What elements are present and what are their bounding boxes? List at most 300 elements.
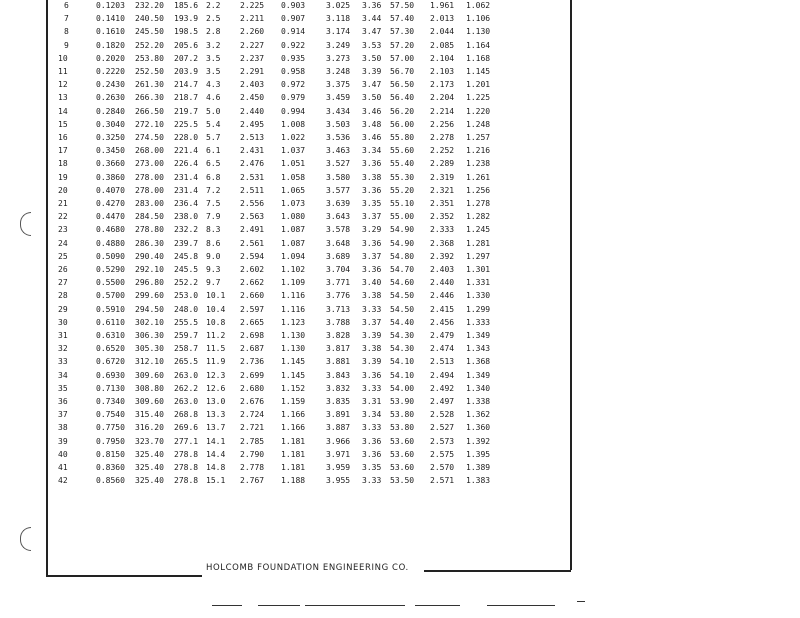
table-cell: 55.10 bbox=[390, 199, 415, 208]
table-cell: 278.00 bbox=[135, 185, 164, 195]
table-cell: 3.36 bbox=[362, 436, 382, 446]
table-cell: 3.788 bbox=[326, 317, 351, 327]
table-cell: 316.20 bbox=[135, 423, 164, 433]
table-cell: 1.145 bbox=[281, 357, 306, 367]
table-cell: 2.662 bbox=[240, 278, 265, 288]
table-cell: 21 bbox=[58, 199, 68, 208]
table-cell: 35 bbox=[58, 383, 68, 393]
table-cell: 54.80 bbox=[390, 251, 415, 261]
table-cell: 11 bbox=[58, 67, 68, 76]
table-cell: 2.085 bbox=[430, 40, 455, 50]
table-cell: 3.832 bbox=[326, 383, 351, 393]
table-cell: 2.491 bbox=[240, 225, 265, 235]
table-cell: 261.30 bbox=[135, 80, 164, 90]
table-cell: 1.201 bbox=[466, 80, 491, 90]
table-cell: 29 bbox=[58, 304, 68, 314]
table-cell: 1.102 bbox=[281, 265, 306, 274]
table-cell: 1.257 bbox=[466, 133, 491, 142]
table-cell: 3.53 bbox=[362, 40, 382, 50]
table-cell: 3.5 bbox=[206, 67, 221, 76]
table-cell: 0.7750 bbox=[96, 423, 125, 433]
table-cell: 315.40 bbox=[135, 410, 164, 420]
table-cell: 2.556 bbox=[240, 199, 265, 208]
table-cell: 3.31 bbox=[362, 397, 382, 406]
table-cell: 7.2 bbox=[206, 185, 221, 195]
table-cell: 3.891 bbox=[326, 410, 351, 420]
table-cell: 26 bbox=[58, 265, 68, 274]
table-cell: 3.463 bbox=[326, 146, 351, 156]
table-cell: 3.48 bbox=[362, 119, 382, 129]
table-cell: 1.301 bbox=[466, 265, 491, 274]
table-cell: 3.704 bbox=[326, 265, 351, 274]
table-cell: 57.40 bbox=[390, 14, 415, 24]
table-cell: 56.50 bbox=[390, 80, 415, 90]
table-cell: 2.104 bbox=[430, 53, 455, 63]
table-cell: 203.9 bbox=[174, 67, 199, 76]
table-cell: 0.1610 bbox=[96, 27, 125, 37]
table-cell: 306.30 bbox=[135, 331, 164, 340]
table-cell: 2.291 bbox=[240, 67, 265, 76]
table-cell: 55.80 bbox=[390, 133, 415, 142]
table-cell: 1.383 bbox=[466, 476, 491, 486]
table-cell: 1.188 bbox=[281, 476, 306, 486]
table-cell: 1.130 bbox=[281, 344, 306, 354]
table-cell: 0.922 bbox=[281, 40, 306, 50]
table-cell: 56.20 bbox=[390, 106, 415, 116]
table-cell: 1.181 bbox=[281, 463, 306, 472]
table-cell: 33 bbox=[58, 357, 68, 367]
table-cell: 3.5 bbox=[206, 53, 221, 63]
table-cell: 3.39 bbox=[362, 67, 382, 76]
table-cell: 2.563 bbox=[240, 212, 265, 222]
table-cell: 54.30 bbox=[390, 344, 415, 354]
table-cell: 3.578 bbox=[326, 225, 351, 235]
table-cell: 252.20 bbox=[135, 40, 164, 50]
table-cell: 31 bbox=[58, 331, 68, 340]
table-cell: 2.665 bbox=[240, 317, 265, 327]
table-cell: 2.211 bbox=[240, 14, 265, 24]
table-cell: 3.459 bbox=[326, 93, 351, 103]
table-cell: 17 bbox=[58, 146, 68, 156]
table-cell: 2.698 bbox=[240, 331, 265, 340]
table-cell: 253.0 bbox=[174, 291, 199, 301]
table-cell: 309.60 bbox=[135, 370, 164, 380]
table-cell: 1.181 bbox=[281, 436, 306, 446]
table-cell: 2.173 bbox=[430, 80, 455, 90]
table-cell: 0.3450 bbox=[96, 146, 125, 156]
table-cell: 11.5 bbox=[206, 344, 226, 354]
table-cell: 3.50 bbox=[362, 53, 382, 63]
table-cell: 53.50 bbox=[390, 476, 415, 486]
table-cell: 265.5 bbox=[174, 357, 199, 367]
table-cell: 3.47 bbox=[362, 27, 382, 37]
table-cell: 20 bbox=[58, 185, 68, 195]
table-cell: 3.118 bbox=[326, 14, 351, 24]
table-cell: 18 bbox=[58, 159, 68, 169]
table-cell: 54.00 bbox=[390, 383, 415, 393]
table-cell: 9.7 bbox=[206, 278, 221, 288]
table-cell: 55.20 bbox=[390, 185, 415, 195]
table-cell: 1.392 bbox=[466, 436, 491, 446]
table-cell: 277.1 bbox=[174, 436, 199, 446]
table-cell: 2.602 bbox=[240, 265, 265, 274]
table-cell: 13 bbox=[58, 93, 68, 103]
table-cell: 2.724 bbox=[240, 410, 265, 420]
table-cell: 2.204 bbox=[430, 93, 455, 103]
table-cell: 0.2430 bbox=[96, 80, 125, 90]
table-cell: 2.2 bbox=[206, 1, 221, 10]
table-cell: 1.331 bbox=[466, 278, 491, 288]
table-cell: 0.1203 bbox=[96, 1, 125, 10]
table-cell: 10.8 bbox=[206, 317, 226, 327]
table-cell: 2.680 bbox=[240, 383, 265, 393]
table-cell: 0.6930 bbox=[96, 370, 125, 380]
table-cell: 252.2 bbox=[174, 278, 199, 288]
scan-dash bbox=[212, 605, 242, 606]
table-cell: 14.4 bbox=[206, 449, 226, 459]
table-cell: 1.058 bbox=[281, 172, 306, 182]
table-cell: 3.955 bbox=[326, 476, 351, 486]
table-cell: 2.256 bbox=[430, 119, 455, 129]
table-cell: 9 bbox=[64, 40, 69, 50]
table-cell: 2.476 bbox=[240, 159, 265, 169]
table-cell: 1.338 bbox=[466, 397, 491, 406]
table-cell: 3.527 bbox=[326, 159, 351, 169]
table-cell: 3.36 bbox=[362, 238, 382, 248]
table-cell: 3.375 bbox=[326, 80, 351, 90]
table-cell: 55.00 bbox=[390, 212, 415, 222]
table-cell: 3.503 bbox=[326, 119, 351, 129]
table-cell: 8.3 bbox=[206, 225, 221, 235]
table-cell: 2.721 bbox=[240, 423, 265, 433]
table-cell: 0.958 bbox=[281, 67, 306, 76]
table-cell: 11.9 bbox=[206, 357, 226, 367]
table-cell: 1.008 bbox=[281, 119, 306, 129]
table-cell: 2.511 bbox=[240, 185, 265, 195]
table-cell: 3.40 bbox=[362, 278, 382, 288]
table-cell: 6.1 bbox=[206, 146, 221, 156]
table-cell: 3.34 bbox=[362, 146, 382, 156]
table-cell: 3.577 bbox=[326, 185, 351, 195]
table-cell: 286.30 bbox=[135, 238, 164, 248]
table-cell: 2.527 bbox=[430, 423, 455, 433]
table-cell: 3.174 bbox=[326, 27, 351, 37]
table-cell: 10 bbox=[58, 53, 68, 63]
table-cell: 214.7 bbox=[174, 80, 199, 90]
table-cell: 1.330 bbox=[466, 291, 491, 301]
table-cell: 2.479 bbox=[430, 331, 455, 340]
table-cell: 34 bbox=[58, 370, 68, 380]
table-cell: 253.80 bbox=[135, 53, 164, 63]
table-cell: 4.6 bbox=[206, 93, 221, 103]
table-cell: 278.8 bbox=[174, 463, 199, 472]
table-cell: 38 bbox=[58, 423, 68, 433]
table-cell: 0.935 bbox=[281, 53, 306, 63]
table-cell: 3.36 bbox=[362, 449, 382, 459]
table-cell: 1.362 bbox=[466, 410, 491, 420]
table-cell: 2.392 bbox=[430, 251, 455, 261]
table-cell: 221.4 bbox=[174, 146, 199, 156]
table-cell: 6.5 bbox=[206, 159, 221, 169]
table-cell: 3.776 bbox=[326, 291, 351, 301]
table-cell: 3.39 bbox=[362, 357, 382, 367]
table-cell: 24 bbox=[58, 238, 68, 248]
table-cell: 278.00 bbox=[135, 172, 164, 182]
table-cell: 25 bbox=[58, 251, 68, 261]
table-cell: 3.580 bbox=[326, 172, 351, 182]
table-cell: 2.513 bbox=[430, 357, 455, 367]
table-cell: 1.145 bbox=[281, 370, 306, 380]
table-cell: 2.495 bbox=[240, 119, 265, 129]
table-cell: 0.2630 bbox=[96, 93, 125, 103]
table-cell: 3.36 bbox=[362, 185, 382, 195]
table-cell: 1.349 bbox=[466, 370, 491, 380]
table-cell: 2.368 bbox=[430, 238, 455, 248]
table-cell: 3.33 bbox=[362, 383, 382, 393]
table-cell: 1.065 bbox=[281, 185, 306, 195]
table-cell: 278.80 bbox=[135, 225, 164, 235]
table-cell: 2.431 bbox=[240, 146, 265, 156]
table-cell: 2.237 bbox=[240, 53, 265, 63]
table-cell: 6 bbox=[64, 1, 69, 10]
table-cell: 2.289 bbox=[430, 159, 455, 169]
table-cell: 1.159 bbox=[281, 397, 306, 406]
table-cell: 13.0 bbox=[206, 397, 226, 406]
table-cell: 2.278 bbox=[430, 133, 455, 142]
table-cell: 2.252 bbox=[430, 146, 455, 156]
table-cell: 53.60 bbox=[390, 449, 415, 459]
table-cell: 54.50 bbox=[390, 304, 415, 314]
table-cell: 2.573 bbox=[430, 436, 455, 446]
table-cell: 308.80 bbox=[135, 383, 164, 393]
table-cell: 3.38 bbox=[362, 291, 382, 301]
table-cell: 3.643 bbox=[326, 212, 351, 222]
table-cell: 2.561 bbox=[240, 238, 265, 248]
table-cell: 0.907 bbox=[281, 14, 306, 24]
table-cell: 0.2020 bbox=[96, 53, 125, 63]
table-cell: 1.278 bbox=[466, 199, 491, 208]
table-cell: 3.273 bbox=[326, 53, 351, 63]
table-cell: 10.4 bbox=[206, 304, 226, 314]
table-cell: 1.395 bbox=[466, 449, 491, 459]
table-cell: 0.2840 bbox=[96, 106, 125, 116]
table-cell: 1.225 bbox=[466, 93, 491, 103]
table-cell: 2.492 bbox=[430, 383, 455, 393]
table-cell: 1.282 bbox=[466, 212, 491, 222]
table-cell: 3.835 bbox=[326, 397, 351, 406]
table-cell: 299.60 bbox=[135, 291, 164, 301]
table-cell: 10.1 bbox=[206, 291, 226, 301]
table-cell: 292.10 bbox=[135, 265, 164, 274]
table-cell: 1.261 bbox=[466, 172, 491, 182]
table-cell: 2.319 bbox=[430, 172, 455, 182]
table-cell: 305.30 bbox=[135, 344, 164, 354]
company-footer: HOLCOMB FOUNDATION ENGINEERING CO. bbox=[206, 563, 409, 573]
table-cell: 0.5500 bbox=[96, 278, 125, 288]
table-cell: 266.50 bbox=[135, 106, 164, 116]
table-cell: 236.4 bbox=[174, 199, 199, 208]
table-cell: 32 bbox=[58, 344, 68, 354]
table-cell: 239.7 bbox=[174, 238, 199, 248]
table-cell: 54.30 bbox=[390, 331, 415, 340]
table-cell: 3.36 bbox=[362, 370, 382, 380]
table-cell: 54.50 bbox=[390, 291, 415, 301]
table-cell: 228.0 bbox=[174, 133, 199, 142]
table-cell: 205.6 bbox=[174, 40, 199, 50]
table-cell: 3.35 bbox=[362, 463, 382, 472]
table-cell: 15.1 bbox=[206, 476, 226, 486]
table-cell: 1.073 bbox=[281, 199, 306, 208]
table-cell: 325.40 bbox=[135, 449, 164, 459]
table-cell: 54.90 bbox=[390, 225, 415, 235]
table-cell: 263.0 bbox=[174, 397, 199, 406]
table-cell: 268.8 bbox=[174, 410, 199, 420]
table-cell: 1.256 bbox=[466, 185, 491, 195]
table-cell: 54.40 bbox=[390, 317, 415, 327]
table-cell: 312.10 bbox=[135, 357, 164, 367]
table-cell: 0.7540 bbox=[96, 410, 125, 420]
table-cell: 240.50 bbox=[135, 14, 164, 24]
table-cell: 1.349 bbox=[466, 331, 491, 340]
table-cell: 2.571 bbox=[430, 476, 455, 486]
table-cell: 0.7130 bbox=[96, 383, 125, 393]
table-cell: 290.40 bbox=[135, 251, 164, 261]
table-cell: 3.38 bbox=[362, 172, 382, 182]
table-cell: 0.6720 bbox=[96, 357, 125, 367]
table-cell: 0.5910 bbox=[96, 304, 125, 314]
table-cell: 3.843 bbox=[326, 370, 351, 380]
table-cell: 3.959 bbox=[326, 463, 351, 472]
table-cell: 0.8150 bbox=[96, 449, 125, 459]
table-cell: 1.062 bbox=[466, 1, 491, 10]
table-cell: 56.40 bbox=[390, 93, 415, 103]
table-cell: 3.33 bbox=[362, 304, 382, 314]
table-cell: 185.6 bbox=[174, 1, 199, 10]
table-cell: 296.80 bbox=[135, 278, 164, 288]
table-cell: 273.00 bbox=[135, 159, 164, 169]
scan-dash bbox=[487, 605, 555, 606]
table-cell: 3.38 bbox=[362, 344, 382, 354]
table-cell: 42 bbox=[58, 476, 68, 486]
table-cell: 53.80 bbox=[390, 410, 415, 420]
table-cell: 3.39 bbox=[362, 331, 382, 340]
table-cell: 56.70 bbox=[390, 67, 415, 76]
table-cell: 1.181 bbox=[281, 449, 306, 459]
table-cell: 1.123 bbox=[281, 317, 306, 327]
table-cell: 2.687 bbox=[240, 344, 265, 354]
table-cell: 266.30 bbox=[135, 93, 164, 103]
table-cell: 2.531 bbox=[240, 172, 265, 182]
table-cell: 0.1410 bbox=[96, 14, 125, 24]
table-cell: 1.343 bbox=[466, 344, 491, 354]
table-cell: 245.50 bbox=[135, 27, 164, 37]
table-cell: 2.778 bbox=[240, 463, 265, 472]
table-cell: 1.022 bbox=[281, 133, 306, 142]
table-cell: 2.790 bbox=[240, 449, 265, 459]
table-cell: 1.216 bbox=[466, 146, 491, 156]
table-cell: 255.5 bbox=[174, 317, 199, 327]
table-cell: 54.90 bbox=[390, 238, 415, 248]
table-cell: 1.360 bbox=[466, 423, 491, 433]
table-cell: 3.887 bbox=[326, 423, 351, 433]
table-cell: 4.3 bbox=[206, 80, 221, 90]
table-cell: 283.00 bbox=[135, 199, 164, 208]
table-cell: 0.994 bbox=[281, 106, 306, 116]
table-cell: 2.321 bbox=[430, 185, 455, 195]
table-cell: 14.1 bbox=[206, 436, 226, 446]
left-border-line bbox=[46, 0, 48, 576]
table-cell: 3.689 bbox=[326, 251, 351, 261]
table-cell: 302.10 bbox=[135, 317, 164, 327]
table-cell: 57.30 bbox=[390, 27, 415, 37]
table-cell: 262.2 bbox=[174, 383, 199, 393]
table-cell: 0.3250 bbox=[96, 133, 125, 142]
table-cell: 2.594 bbox=[240, 251, 265, 261]
table-cell: 1.166 bbox=[281, 410, 306, 420]
table-cell: 2.456 bbox=[430, 317, 455, 327]
table-cell: 0.7340 bbox=[96, 397, 125, 406]
table-cell: 22 bbox=[58, 212, 68, 222]
table-cell: 2.497 bbox=[430, 397, 455, 406]
table-cell: 1.164 bbox=[466, 40, 491, 50]
table-cell: 325.40 bbox=[135, 476, 164, 486]
scan-dash bbox=[415, 605, 460, 606]
table-cell: 2.597 bbox=[240, 304, 265, 314]
table-cell: 39 bbox=[58, 436, 68, 446]
table-cell: 3.37 bbox=[362, 251, 382, 261]
scan-dash bbox=[577, 601, 585, 602]
table-cell: 2.699 bbox=[240, 370, 265, 380]
table-cell: 3.966 bbox=[326, 436, 351, 446]
table-cell: 2.351 bbox=[430, 199, 455, 208]
table-cell: 207.2 bbox=[174, 53, 199, 63]
table-cell: 1.245 bbox=[466, 225, 491, 235]
table-cell: 5.7 bbox=[206, 133, 221, 142]
table-cell: 0.4270 bbox=[96, 199, 125, 208]
table-cell: 1.037 bbox=[281, 146, 306, 156]
table-cell: 1.333 bbox=[466, 317, 491, 327]
table-cell: 5.0 bbox=[206, 106, 221, 116]
table-cell: 0.903 bbox=[281, 1, 306, 10]
table-cell: 57.00 bbox=[390, 53, 415, 63]
table-cell: 1.299 bbox=[466, 304, 491, 314]
table-cell: 259.7 bbox=[174, 331, 199, 340]
scan-dash bbox=[258, 605, 300, 606]
table-cell: 268.00 bbox=[135, 146, 164, 156]
table-cell: 3.881 bbox=[326, 357, 351, 367]
table-cell: 30 bbox=[58, 317, 68, 327]
table-cell: 245.5 bbox=[174, 265, 199, 274]
table-cell: 1.116 bbox=[281, 291, 306, 301]
table-cell: 2.333 bbox=[430, 225, 455, 235]
table-cell: 1.080 bbox=[281, 212, 306, 222]
table-cell: 309.60 bbox=[135, 397, 164, 406]
table-cell: 41 bbox=[58, 463, 68, 472]
table-cell: 1.168 bbox=[466, 53, 491, 63]
table-cell: 5.4 bbox=[206, 119, 221, 129]
table-cell: 238.0 bbox=[174, 212, 199, 222]
table-cell: 3.536 bbox=[326, 133, 351, 142]
table-cell: 278.8 bbox=[174, 476, 199, 486]
table-cell: 226.4 bbox=[174, 159, 199, 169]
table-cell: 8.6 bbox=[206, 238, 221, 248]
table-cell: 3.249 bbox=[326, 40, 351, 50]
table-cell: 54.60 bbox=[390, 278, 415, 288]
table-cell: 3.47 bbox=[362, 80, 382, 90]
table-cell: 2.570 bbox=[430, 463, 455, 472]
table-cell: 0.6520 bbox=[96, 344, 125, 354]
table-cell: 54.70 bbox=[390, 265, 415, 274]
